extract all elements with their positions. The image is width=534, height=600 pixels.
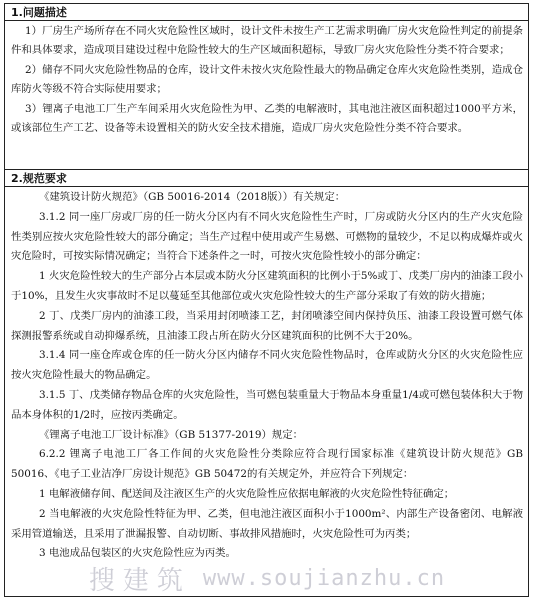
watermark-chinese: 搜建筑 — [88, 565, 191, 596]
clause-3-1-2: 3.1.2 同一座厂房或厂房的任一防火分区内有不同火灾危险性生产时，厂房或防火分区内的生产火灾危险性类别应按火灾危险性较大的部分确定；当生产过程中使用或产生易燃、可燃物的量较少，不足以构成爆炸或火灾危险时，可按实际情况确定；当符合下述条件之一时，可按火灾危险性较小的部分确定： — [11, 210, 523, 263]
problem-heading: 1.问题描述 — [5, 4, 528, 21]
watermark-url: www.soujianzhu.cn — [202, 565, 446, 591]
problem-paragraph-1: 1）厂房生产场所存在不同火灾危险性区域时，设计文件未按生产工艺需求明确厂房火灾危险性判定的前提条件和具体要求，造成项目建设过程中危险性较大的生产区域面积超标，导致厂房火灾危险性分类不符合要求； — [11, 25, 523, 57]
document-table — [4, 3, 529, 597]
clause-6-2-2-item-2: 2 当电解液的火灾危险性特征为甲、乙类，但电池注液区面积小于1000m²、内部生产设备密闭、电解液采用管道输送，且采用了泄漏报警、自动切断、事故排风措施时，火灾危险性可为丙类； — [11, 507, 523, 540]
problem-body — [5, 21, 528, 138]
problem-section — [5, 4, 528, 170]
clause-3-1-4: 3.1.4 同一座仓库或仓库的任一防火分区内储存不同火灾危险性物品时，仓库或防火分区的火灾危险性应按火灾危险性最大的物品确定。 — [11, 349, 523, 382]
clause-3-1-2-item-1: 1 火灾危险性较大的生产部分占本层或本防火分区建筑面积的比例小于5%或丁、戊类厂房内的油漆工段小于10%，且发生火灾事故时不足以蔓延至其他部位或火灾危险性较大的生产部分采取了有效的防火措施； — [11, 270, 523, 302]
clause-6-2-2: 6.2.2 锂离子电池工厂各工作间的火灾危险性分类除应符合现行国家标准《建筑设计防火规范》GB 50016、《电子工业洁净厂房设计规范》GB 50472的有关规定外，并应符合下列规定： — [11, 448, 523, 481]
requirements-section — [5, 170, 528, 597]
clause-6-2-2-item-3: 3 电池成品包装区的火灾危险性应为丙类。 — [39, 547, 236, 560]
clause-3-1-2-item-2: 2 丁、戊类厂房内的油漆工段，当采用封闭喷漆工艺，封闭喷漆空间内保持负压、油漆工段设置可燃气体探测报警系统或自动抑爆系统，且油漆工段占所在防火分区建筑面积的比例不大于20%。 — [11, 309, 523, 342]
requirements-body — [5, 187, 528, 564]
requirements-heading: 2.规范要求 — [5, 170, 528, 187]
clause-3-1-5: 3.1.5 丁、戊类储存物品仓库的火灾危险性，当可燃包装重量大于物品本身重量1/4或可燃包装体积大于物品本身体积的1/2时，应按丙类确定。 — [11, 388, 523, 421]
code-reference-gb51377: 《锂离子电池工厂设计标准》（GB 51377-2019）规定： — [39, 428, 304, 441]
code-reference-gb50016: 《建筑设计防火规范》（GB 50016-2014（2018版））有关规定： — [39, 191, 346, 203]
clause-6-2-2-item-1: 1 电解液储存间、配送间及注液区生产的火灾危险性应依据电解液的火灾危险性特征确定； — [39, 487, 455, 500]
problem-paragraph-2: 2）储存不同火灾危险性物品的仓库，设计文件未按火灾危险性最大的物品确定仓库火灾危险性类别，造成仓库防火等级不符合实际使用要求； — [11, 63, 523, 96]
problem-paragraph-3: 3）锂离子电池工厂生产车间采用火灾危险性为甲、乙类的电解液时，其电池注液区面积超过1000平方米，或该部位生产工艺、设备等未设置相关的防火安全技术措施，造成厂房火灾危险性分类不符合要求。 — [11, 102, 523, 135]
